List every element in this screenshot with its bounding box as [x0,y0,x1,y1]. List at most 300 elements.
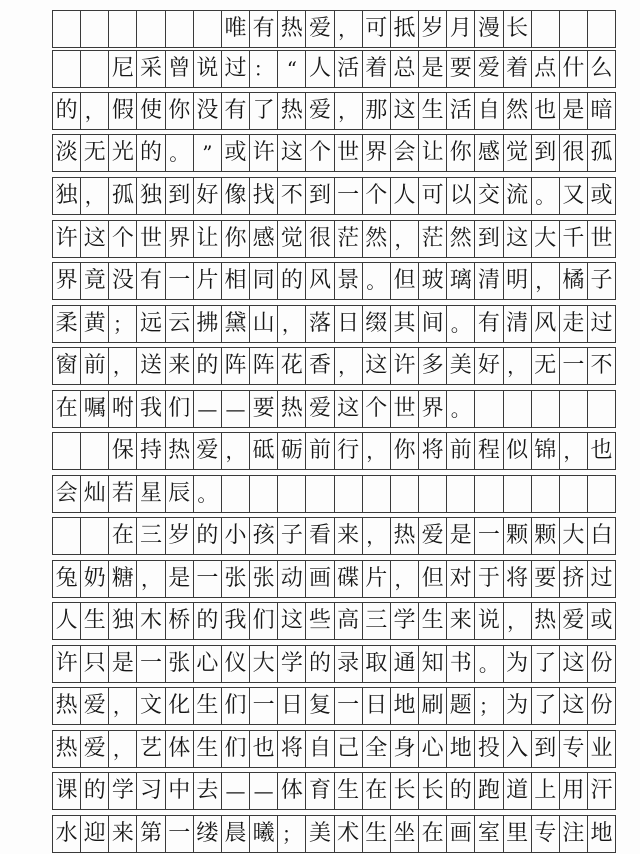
text-char: 只 [80,646,108,682]
text-char: 独 [108,603,136,639]
text-char: 水 [52,816,80,852]
text-char: 一 [334,688,362,724]
text-char: 到 [165,178,193,214]
text-char: 但 [390,263,418,299]
text-char: 许 [52,221,80,257]
grid-cell [165,11,193,47]
text-char: 感 [474,135,502,171]
title-char: 唯 [221,11,249,47]
text-char: 爱 [305,391,333,427]
grid-row [52,262,616,300]
title-char: 漫 [474,11,502,47]
text-char: 是 [559,93,587,129]
text-char: 觉 [503,135,531,171]
text-char: 前 [446,433,474,469]
text-char: 的 [193,348,221,384]
text-char: 缕 [193,816,221,852]
text-char: 地 [446,731,474,767]
text-char: 拂 [193,306,221,342]
grid-cell [108,11,136,47]
text-char: 热 [277,93,305,129]
grid-row [52,50,616,88]
text-char: 们 [165,391,193,427]
text-char: 多 [418,348,446,384]
text-char: 心 [418,731,446,767]
text-char: 了 [531,688,559,724]
text-char: 个 [362,178,390,214]
text-char: 这 [80,221,108,257]
grid-row [52,10,616,48]
text-char: ， [108,731,136,767]
text-char: ， [80,93,108,129]
grid-cell [587,11,616,47]
grid-cell [334,476,362,512]
text-char: 岁 [165,518,193,554]
text-char: 很 [305,221,333,257]
text-char: 玻 [418,263,446,299]
text-char: 淡 [52,135,80,171]
text-char: 热 [390,518,418,554]
text-char: 界 [362,135,390,171]
title-char: 可 [362,11,390,47]
text-char: ， [334,348,362,384]
text-char: 无 [80,135,108,171]
text-char: 。 [446,391,474,427]
text-char: 些 [305,603,333,639]
text-char: 汗 [587,773,616,809]
text-char: 我 [136,391,164,427]
grid-cell [80,518,108,554]
text-char: 去 [193,773,221,809]
text-char: 点 [531,51,559,87]
text-char: 锦 [531,433,559,469]
text-char: ， [362,518,390,554]
title-char: 月 [446,11,474,47]
text-char: “ [277,51,305,87]
text-char: 的 [305,646,333,682]
text-char: 一 [165,263,193,299]
text-char: 橘 [559,263,587,299]
text-char: 子 [587,263,616,299]
text-char: 但 [418,561,446,597]
text-char: 砥 [249,433,277,469]
text-char: 于 [474,561,502,597]
text-char: 个 [362,391,390,427]
text-char: 到 [531,135,559,171]
text-char: 张 [249,561,277,597]
grid-cell [390,476,418,512]
text-char: 活 [446,93,474,129]
text-char: 片 [193,263,221,299]
text-char: 在 [52,391,80,427]
text-char: 到 [305,178,333,214]
text-char: 美 [305,816,333,852]
text-char: 投 [474,731,502,767]
text-char: 看 [305,518,333,554]
text-char: 晨 [221,816,249,852]
grid-cell [277,476,305,512]
text-char: 上 [531,773,559,809]
text-char: 要 [531,561,559,597]
grid-row [52,220,616,258]
text-char: 山 [249,306,277,342]
text-char: 千 [559,221,587,257]
text-char: 若 [108,476,136,512]
text-char: 是 [418,51,446,87]
text-char: 育 [305,773,333,809]
text-char: 许 [249,135,277,171]
text-char: 子 [277,518,305,554]
text-char: ， [334,93,362,129]
text-char: 很 [559,135,587,171]
grid-cell [52,433,80,469]
text-char: 的 [136,135,164,171]
text-char: 尼 [108,51,136,87]
text-char: ， [108,688,136,724]
text-char: 来 [446,603,474,639]
text-char: 爱 [474,51,502,87]
text-char: 的 [80,773,108,809]
text-char: 大 [559,518,587,554]
grid-row [52,134,616,172]
text-char: ； [474,688,502,724]
grid-row [52,92,616,130]
text-char: 。 [474,646,502,682]
text-char: 。 [531,178,559,214]
text-char: 没 [193,93,221,129]
text-char: 暗 [587,93,616,129]
grid-cell [559,476,587,512]
text-char: 是 [108,646,136,682]
text-char: 界 [165,221,193,257]
text-char: 刷 [418,688,446,724]
text-char: 大 [531,221,559,257]
text-char: 许 [52,646,80,682]
grid-row [52,815,616,853]
text-char: 了 [249,93,277,129]
title-char: 热 [277,11,305,47]
text-char: 说 [474,603,502,639]
text-char: 过 [587,561,616,597]
text-char: 是 [165,561,193,597]
text-char: 体 [165,731,193,767]
grid-cell [249,476,277,512]
text-char: 室 [474,816,502,852]
text-char: 美 [446,348,474,384]
text-char: 景 [334,263,362,299]
text-char: 竟 [80,263,108,299]
text-char: 有 [221,93,249,129]
text-char: 全 [362,731,390,767]
text-char: 中 [165,773,193,809]
text-char: 来 [334,518,362,554]
text-char: 份 [587,646,616,682]
text-char: 似 [503,433,531,469]
text-char: 来 [108,816,136,852]
text-char: ” [193,135,221,171]
grid-row [52,475,616,513]
text-char: 以 [446,178,474,214]
text-char: 有 [474,306,502,342]
text-char: 一 [334,178,362,214]
text-char: 风 [531,306,559,342]
text-char: 地 [587,816,616,852]
grid-cell [80,51,108,87]
grid-cell [503,391,531,427]
text-char: 长 [418,773,446,809]
text-char: 热 [531,603,559,639]
text-char: 独 [52,178,80,214]
text-char: 爱 [418,518,446,554]
text-char: 的 [446,773,474,809]
text-char: ， [136,561,164,597]
text-char: 这 [559,646,587,682]
grid-row [52,432,616,470]
text-char: 专 [559,731,587,767]
text-char: 们 [221,688,249,724]
grid-cell [52,518,80,554]
text-char: 使 [136,93,164,129]
text-char: 爱 [305,93,333,129]
text-char: 灿 [80,476,108,512]
text-char: ， [559,433,587,469]
text-char: 然 [446,221,474,257]
text-char: 么 [587,51,616,87]
grid-cell [559,11,587,47]
text-char: 。 [165,135,193,171]
text-char: 孤 [587,135,616,171]
text-char: 界 [52,263,80,299]
text-char: 长 [390,773,418,809]
text-char: 假 [108,93,136,129]
text-char: 用 [559,773,587,809]
text-char: 三 [136,518,164,554]
text-char: 那 [362,93,390,129]
text-char: 好 [193,178,221,214]
text-char: 学 [277,646,305,682]
text-char: 明 [503,263,531,299]
text-char: 缀 [362,306,390,342]
text-char: 自 [474,93,502,129]
grid-cell [80,11,108,47]
text-char: 日 [334,306,362,342]
text-char: 坐 [390,816,418,852]
text-char: 的 [193,518,221,554]
title-char: 有 [249,11,277,47]
text-char: ， [221,433,249,469]
text-char: 也 [249,731,277,767]
grid-cell [305,476,333,512]
text-char: 画 [305,561,333,597]
text-char: 。 [446,306,474,342]
text-char: ； [108,306,136,342]
text-char: 生 [334,773,362,809]
text-char: 过 [587,306,616,342]
text-char: 碟 [334,561,362,597]
text-char: 身 [390,731,418,767]
grid-cell [531,391,559,427]
text-char: 其 [390,306,418,342]
text-char: 白 [587,518,616,554]
text-char: 对 [446,561,474,597]
text-char: 是 [446,518,474,554]
text-char: 爱 [559,603,587,639]
grid-row [52,772,616,810]
text-char: 的 [52,93,80,129]
text-char: — [221,773,249,809]
grid-cell [503,476,531,512]
text-char: 孩 [249,518,277,554]
text-char: 清 [474,263,502,299]
text-char: 热 [52,731,80,767]
text-char: 世 [136,221,164,257]
text-char: ， [503,603,531,639]
text-char: 像 [221,178,249,214]
text-char: 片 [362,561,390,597]
text-char: 们 [249,603,277,639]
text-char: 也 [531,93,559,129]
grid-row [52,730,616,768]
text-char: 流 [503,178,531,214]
text-char: 里 [503,816,531,852]
text-char: — [193,391,221,427]
text-char: 我 [221,603,249,639]
grid-cell [418,476,446,512]
text-char: 习 [136,773,164,809]
text-char: 会 [52,476,80,512]
grid-row [52,305,616,343]
text-char: 花 [277,348,305,384]
text-char: — [221,391,249,427]
text-char: 也 [587,433,616,469]
text-char: 在 [418,816,446,852]
text-char: 采 [136,51,164,87]
text-char: 香 [305,348,333,384]
text-char: 会 [390,135,418,171]
text-char: 活 [334,51,362,87]
grid-cell [446,476,474,512]
text-char: 挤 [559,561,587,597]
text-char: 热 [52,688,80,724]
text-char: 木 [136,603,164,639]
text-char: 程 [474,433,502,469]
text-char: 曦 [249,816,277,852]
text-char: 糖 [108,561,136,597]
text-char: 书 [446,646,474,682]
text-char: 这 [390,93,418,129]
grid-cell [362,476,390,512]
text-char: 课 [52,773,80,809]
text-char: 送 [136,348,164,384]
text-char: 入 [503,731,531,767]
text-char: 桥 [165,603,193,639]
text-char: 为 [503,646,531,682]
text-char: 这 [334,391,362,427]
text-char: 窗 [52,348,80,384]
text-char: 张 [221,561,249,597]
text-char: 己 [334,731,362,767]
text-char: ， [277,306,305,342]
text-char: 同 [249,263,277,299]
text-char: 文 [136,688,164,724]
text-char: 璃 [446,263,474,299]
text-char: 人 [305,51,333,87]
text-char: 保 [108,433,136,469]
text-char: 世 [334,135,362,171]
text-char: 日 [362,688,390,724]
text-char: 持 [136,433,164,469]
text-char: 世 [587,221,616,257]
text-char: 阵 [221,348,249,384]
text-char: 跑 [474,773,502,809]
grid-cell [587,391,616,427]
text-char: 找 [249,178,277,214]
title-char: 岁 [418,11,446,47]
text-char: 。 [193,476,221,512]
text-char: 三 [362,603,390,639]
text-char: 录 [334,646,362,682]
text-char: 在 [362,773,390,809]
grid-row [52,602,616,640]
text-char: 学 [108,773,136,809]
text-char: 让 [418,135,446,171]
text-char: 生 [418,93,446,129]
text-char: 到 [474,221,502,257]
text-char: 人 [52,603,80,639]
text-char: 颗 [531,518,559,554]
grid-row [52,347,616,385]
text-char: 热 [165,433,193,469]
text-char: 高 [334,603,362,639]
text-char: 通 [390,646,418,682]
text-char: 一 [559,348,587,384]
text-char: 行 [334,433,362,469]
text-char: 大 [249,646,277,682]
text-char: 要 [249,391,277,427]
text-char: 茫 [334,221,362,257]
text-char: 奶 [80,561,108,597]
text-char: 一 [249,688,277,724]
text-char: 兔 [52,561,80,597]
text-char: 一 [193,561,221,597]
text-char: 将 [277,731,305,767]
text-char: 远 [136,306,164,342]
text-char: 独 [136,178,164,214]
grid-cell [193,11,221,47]
text-char: 界 [418,391,446,427]
grid-cell [559,391,587,427]
text-char: ， [80,178,108,214]
text-char: 咐 [108,391,136,427]
text-char: 黛 [221,306,249,342]
text-char: 将 [418,433,446,469]
text-char: 一 [136,646,164,682]
text-char: 黄 [80,306,108,342]
text-char: 你 [446,135,474,171]
text-char: 无 [531,348,559,384]
text-char: 为 [503,688,531,724]
text-char: 了 [531,646,559,682]
text-char: 画 [446,816,474,852]
text-char: 份 [587,688,616,724]
text-char: 曾 [165,51,193,87]
text-char: 个 [305,135,333,171]
text-char: 走 [559,306,587,342]
text-char: 一 [165,816,193,852]
text-char: 孤 [108,178,136,214]
text-char: 风 [305,263,333,299]
text-char: 爱 [80,688,108,724]
